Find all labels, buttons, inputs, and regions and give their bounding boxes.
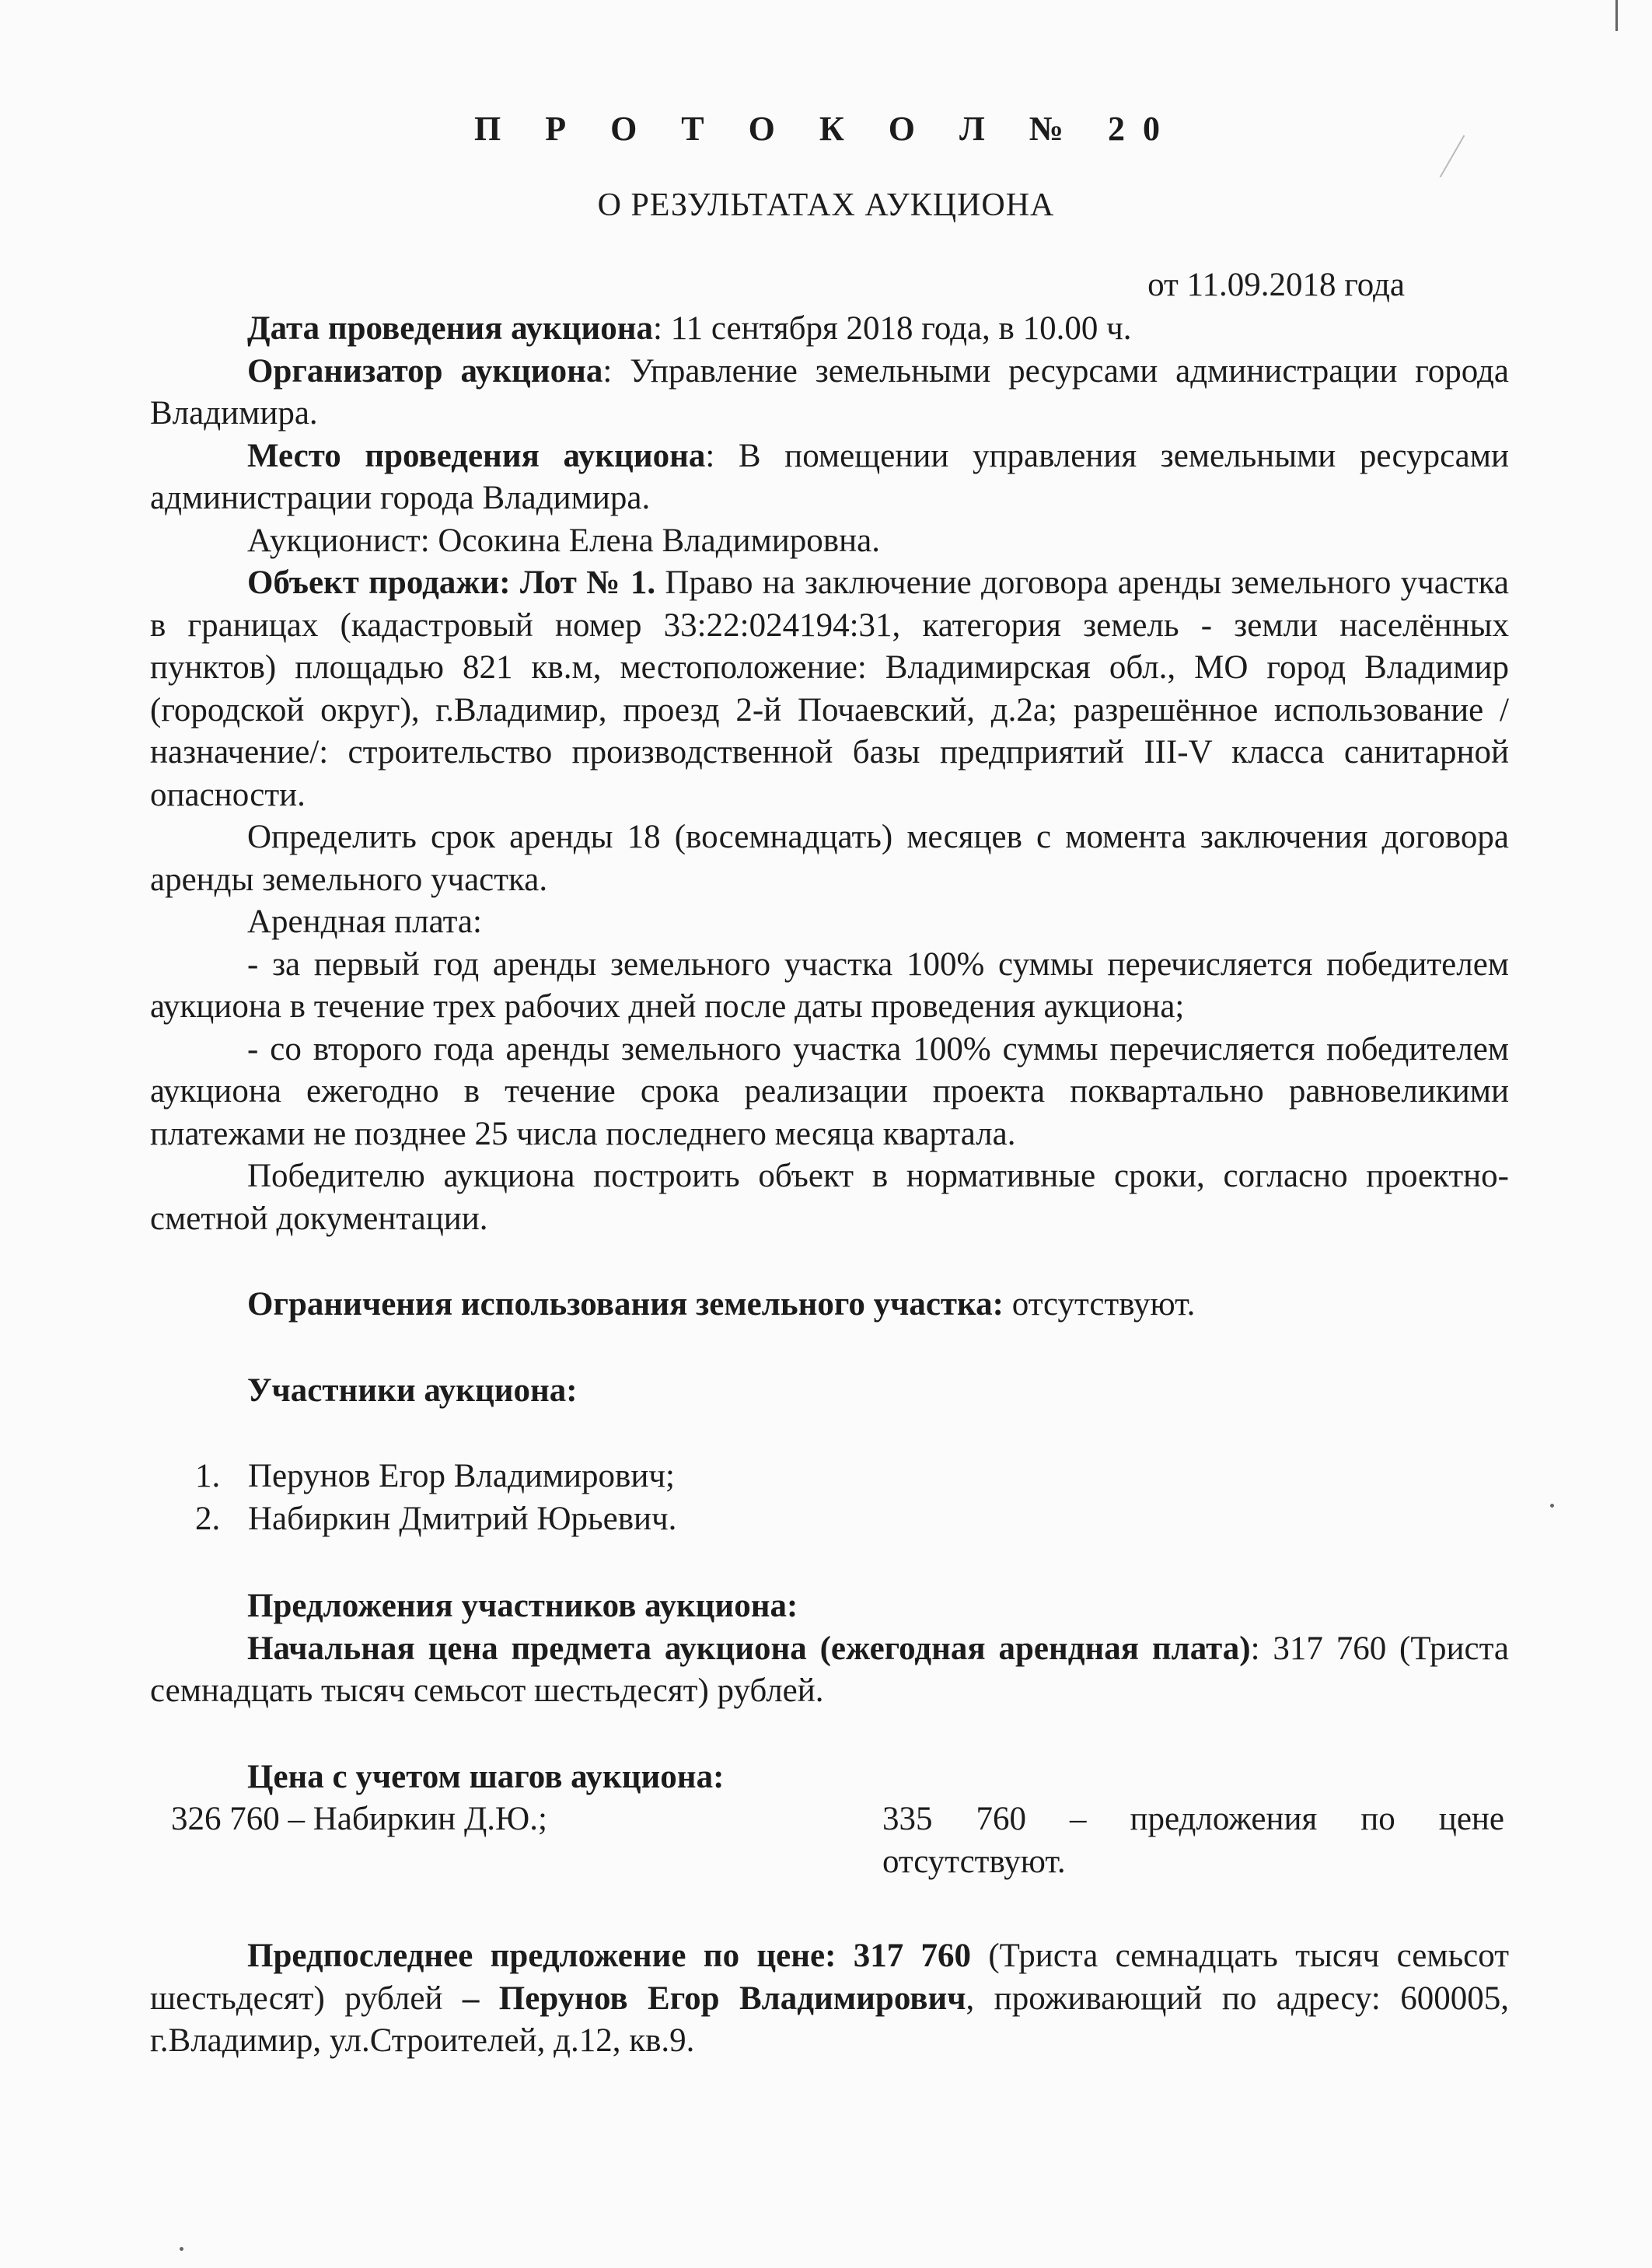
start-price-value: : 317 760 (Триста семнадцать тысяч семьсот шестьдесят) рублей. (150, 1630, 1509, 1709)
participants-list (150, 1456, 1509, 1540)
participant-name: Набиркин Дмитрий Юрьевич. (248, 1500, 677, 1537)
participant-number: 2. (195, 1500, 221, 1537)
list-item (195, 1456, 1509, 1498)
document-body (150, 308, 1509, 2063)
step-offer-left: 326 760 – Набиркин Д.Ю.; (171, 1801, 547, 1837)
object-paragraph (150, 562, 1509, 816)
steps-columns (150, 1798, 1509, 1892)
scan-speck (180, 2247, 183, 2251)
restrictions-value: отсутствуют. (1004, 1286, 1196, 1323)
penultimate-label: Предпоследнее предложение по цене: 317 760 (247, 1938, 972, 1974)
participant-name: Перунов Егор Владимирович; (248, 1458, 675, 1494)
auctioneer-paragraph: Аукционист: Осокина Елена Владимировна. (247, 522, 880, 559)
penultimate-name: – Перунов Егор Владимирович (462, 1980, 966, 2017)
participant-number: 1. (195, 1458, 221, 1494)
protocol-title: П Р О Т О К О Л № 20 (473, 110, 1179, 148)
offers-heading: Предложения участников аукциона: (247, 1588, 798, 1624)
build-paragraph: Победителю аукциона построить объект в нормативные сроки, согласно проектно-сметной документации. (150, 1158, 1509, 1237)
organizer-paragraph (150, 351, 1509, 435)
list-item (195, 1498, 1509, 1541)
protocol-subtitle: О РЕЗУЛЬТАТАХ АУКЦИОНА (597, 187, 1055, 223)
place-paragraph (150, 435, 1509, 520)
participants-heading: Участники аукциона: (247, 1372, 578, 1409)
organizer-value: : Управление земельными ресурсами администрации города Владимира. (150, 352, 1509, 432)
penultimate-paragraph (150, 1935, 1509, 2063)
auction-date-value: : 11 сентября 2018 года, в 10.00 ч. (653, 310, 1132, 347)
object-value: Право на заключение договора аренды земельного участка в границах (кадастровый номер 33:22:024194:31, категория земель - земли населённых пунктов) площадью 821 кв.м, местоположение: Владимирская обл., МО город Владимир (городской округ), г.Владимир, проезд 2-й Почаевский, д.2а; разрешённое использование /назначение/: строительство производственной базы предприятий III-V класса санитарной опасности. (150, 564, 1510, 813)
scan-speck (1550, 1504, 1554, 1508)
restrictions-paragraph (150, 1284, 1509, 1326)
rent-heading: Арендная плата: (247, 903, 482, 940)
steps-heading: Цена с учетом шагов аукциона: (247, 1758, 725, 1795)
scan-edge-mark (1615, 0, 1618, 31)
penultimate-address: , проживающий по адресу: 600005, г.Владимир, ул.Строителей, д.12, кв.9. (150, 1980, 1509, 2059)
restrictions-label: Ограничения использования земельного участка: (247, 1286, 1004, 1323)
auction-date-paragraph (150, 308, 1509, 351)
start-price-paragraph (150, 1628, 1509, 1713)
place-label: Место проведения аукциона (247, 437, 706, 474)
auction-date-label: Дата проведения аукциона (247, 310, 654, 347)
object-label: Объект продажи: Лот № 1. (247, 564, 656, 601)
place-value: : В помещении управления земельными ресурсами администрации города Владимира. (150, 437, 1509, 516)
organizer-label: Организатор аукциона (247, 352, 603, 390)
start-price-label: Начальная цена предмета аукциона (ежегодная арендная плата) (247, 1630, 1251, 1667)
protocol-date: от 11.09.2018 года (1147, 267, 1405, 303)
rent-first-year: - за первый год аренды земельного участка 100% суммы перечисляется победителем аукциона в течение трех рабочих дней после даты проведения аукциона; (150, 945, 1509, 1025)
step-offer-right: 335 760 – предложения по цене отсутствуют. (882, 1801, 1504, 1880)
rent-second-year: - со второго года аренды земельного участка 100% суммы перечисляется победителем аукциона ежегодно в течение срока реализации проекта поквартально равновеликими платежами не позднее 25 числа последнего месяца квартала. (150, 1030, 1509, 1152)
penultimate-text: (Триста семнадцать тысяч семьсот шестьдесят) рублей (150, 1938, 1509, 2017)
term-paragraph: Определить срок аренды 18 (восемнадцать) месяцев с момента заключения договора аренды земельного участка. (150, 819, 1509, 898)
